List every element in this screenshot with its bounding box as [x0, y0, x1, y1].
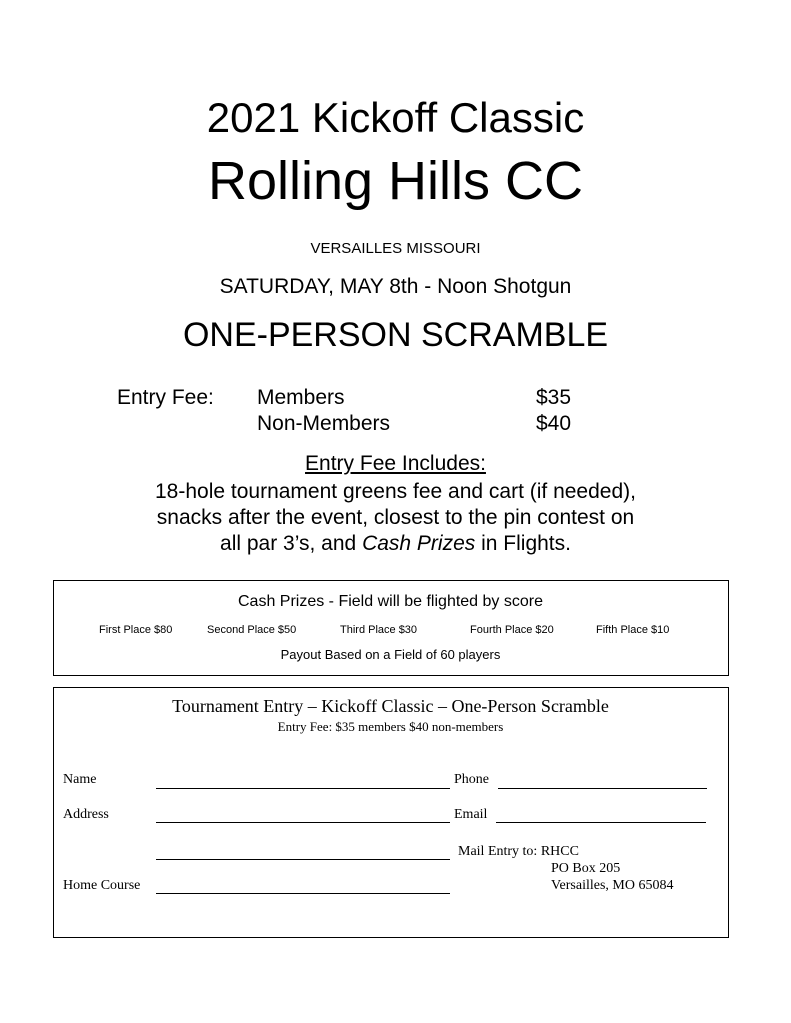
cash-prizes-emphasis: Cash Prizes — [362, 532, 476, 555]
phone-field[interactable] — [498, 788, 707, 789]
nonmembers-price: $40 — [536, 412, 572, 435]
date-line: SATURDAY, MAY 8th - Noon Shotgun — [219, 275, 572, 298]
cash-prizes-title: Cash Prizes - Field will be flighted by score — [237, 593, 543, 610]
includes-line: 18-hole tournament greens fee and cart (if needed), — [155, 480, 636, 503]
entry-form-box — [53, 687, 729, 938]
prize-item: Third Place $30 — [340, 624, 418, 636]
includes-text: in Flights. — [475, 532, 571, 555]
home-course-label: Home Course — [63, 878, 141, 893]
entry-form-title: Tournament Entry – Kickoff Classic – One-Person Scramble — [172, 696, 609, 716]
cash-prizes-box — [53, 580, 729, 676]
includes-line: snacks after the event, closest to the pin contest on — [156, 506, 635, 529]
entry-fee-label: Entry Fee: — [117, 386, 214, 409]
name-field[interactable] — [156, 788, 450, 789]
name-label: Name — [63, 772, 97, 787]
mail-entry-line: Mail Entry to: RHCC — [458, 844, 579, 859]
format-title: ONE-PERSON SCRAMBLE — [182, 316, 609, 354]
home-course-field[interactable] — [156, 893, 450, 894]
entry-form-fee: Entry Fee: $35 members $40 non-members — [277, 719, 504, 734]
prize-item: Second Place $50 — [207, 624, 297, 636]
members-label: Members — [257, 386, 345, 409]
prize-item: Fourth Place $20 — [470, 624, 554, 636]
address-label: Address — [63, 807, 109, 822]
includes-heading: Entry Fee Includes: — [305, 452, 486, 475]
address-line-2-field[interactable] — [156, 859, 450, 860]
prize-item: Fifth Place $10 — [596, 624, 670, 636]
event-title: 2021 Kickoff Classic — [206, 94, 585, 141]
mail-entry-line: PO Box 205 — [551, 861, 621, 876]
mail-entry-line: Versailles, MO 65084 — [551, 878, 674, 893]
email-field[interactable] — [496, 822, 706, 823]
venue-title: Rolling Hills CC — [207, 151, 584, 211]
location-text: VERSAILLES MISSOURI — [310, 240, 481, 257]
includes-line — [0, 532, 791, 556]
includes-text: all par 3’s, and — [220, 532, 363, 555]
phone-label: Phone — [454, 772, 489, 787]
nonmembers-label: Non-Members — [257, 412, 391, 435]
email-label: Email — [454, 807, 488, 822]
members-price: $35 — [536, 386, 572, 409]
address-field[interactable] — [156, 822, 450, 823]
payout-text: Payout Based on a Field of 60 players — [280, 647, 501, 662]
prize-item: First Place $80 — [99, 624, 173, 636]
